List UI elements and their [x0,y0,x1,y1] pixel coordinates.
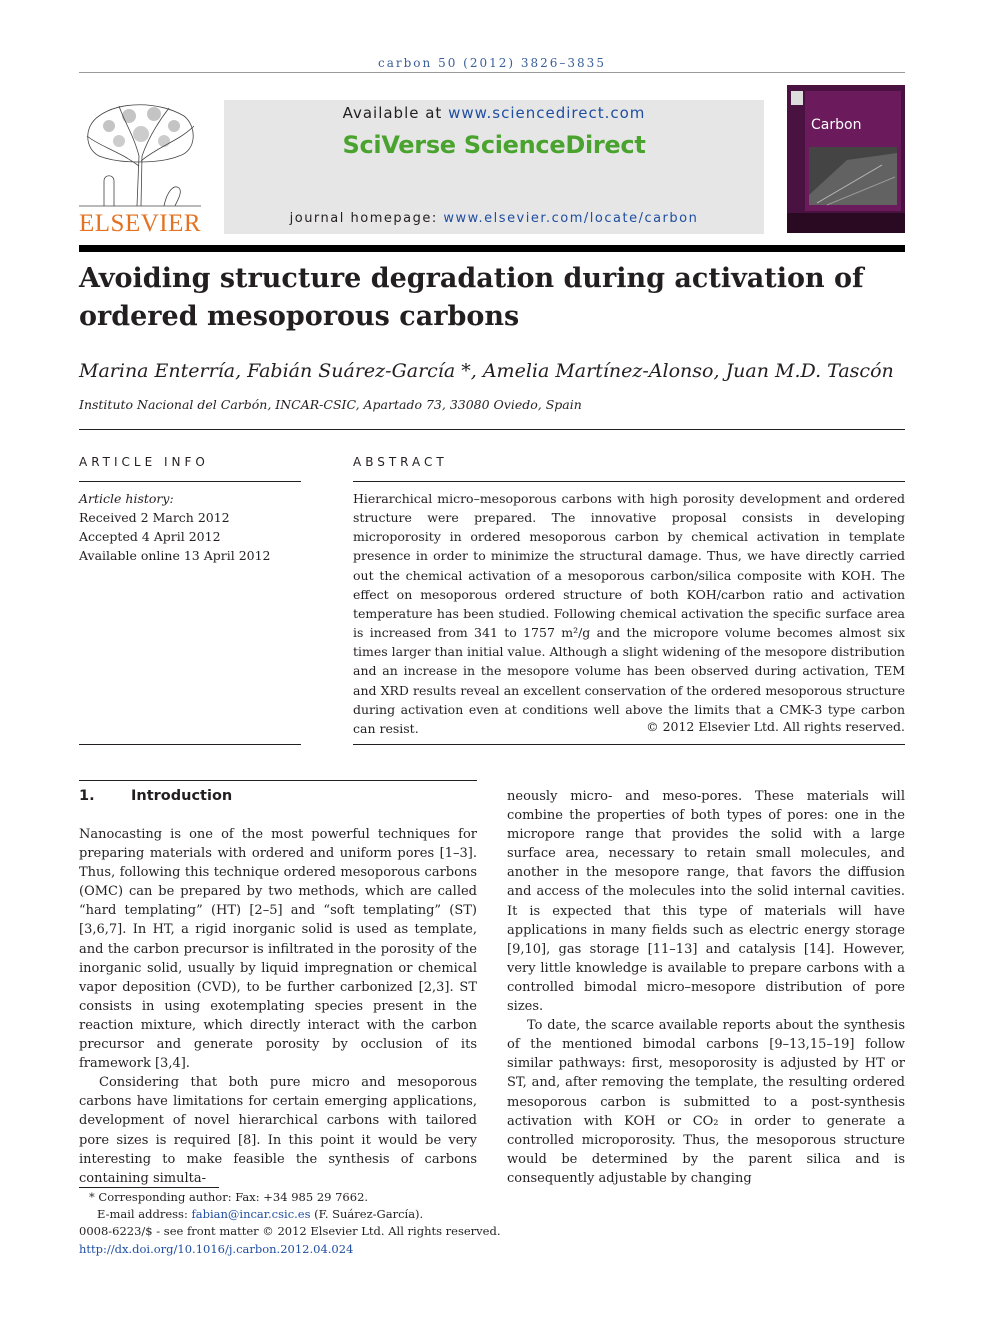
online-date: Available online 13 April 2012 [79,548,271,563]
email-link[interactable]: fabian@incar.csic.es [191,1207,311,1222]
intro-paragraph-4: To date, the scarce available reports about the synthesis of the mentioned bimodal carbons [9–13,15–19] follow similar pathways: first, mesoporosity is adjusted by HT or ST, and, after removing the template, the resulting ordered mesoporous carbon is submitted to a post-synthesis activation with KOH or CO₂ in order to generate a controlled microporosity. Thus, the mesoporous structure would be determined by the parent silica and is consequently adjustable by changing [507,1018,905,1186]
article-authors: Marina Enterría, Fabián Suárez-García *, Amelia Martínez-Alonso, Juan M.D. Tascón [79,360,894,382]
intro-paragraph-3: neously micro- and meso-pores. These materials will combine the properties of both types of pores: one in the micropore range that provides the solid with a large surface area, necessary to retain small molecules, and another in the mesopore range, that favors the diffusion and access of the molecules into the solid internal cavities. It is expected that this type of materials will have applications in many fields such as electric energy storage [9,10], gas storage [11–13] and catalysis [14]. However, very little knowledge is available to prepare carbons with a controlled bimodal micro–mesopore distribution of pore sizes. [507,789,905,1015]
affiliation-rule [79,429,905,430]
abstract-copyright: © 2012 Elsevier Ltd. All rights reserved. [646,719,905,734]
header-rule [79,72,905,73]
email-suffix: (F. Suárez-García). [310,1207,424,1222]
issn-line: 0008-6223/$ - see front matter © 2012 Elsevier Ltd. All rights reserved. [79,1224,501,1239]
received-date: Received 2 March 2012 [79,510,230,525]
footnotes [79,1189,539,1258]
intro-number: 1. [79,788,95,804]
article-title: Avoiding structure degradation during activation of ordered mesoporous carbons [79,263,864,332]
cover-title: Carbon [811,117,862,133]
footnote-rule [79,1187,219,1188]
right-column [507,787,905,1188]
available-at [224,104,764,122]
corresponding-author: * Corresponding author: Fax: +34 985 29 7662. [89,1190,369,1204]
title-top-rule [79,245,905,252]
author-affiliation: Instituto Nacional del Carbón, INCAR-CSIC, Apartado 73, 33080 Oviedo, Spain [79,397,582,412]
article-history [79,489,301,565]
sciencedirect-link[interactable]: www.sciencedirect.com [448,104,646,122]
intro-title: Introduction [131,788,233,804]
abstract-heading: ABSTRACT [353,455,448,469]
journal-homepage [224,211,764,226]
publisher-name: ELSEVIER [79,210,202,237]
email-label: E-mail address: [97,1207,192,1222]
journal-cover-image [787,85,905,233]
abstract-bottom-rule [353,744,905,745]
homepage-prefix: journal homepage: [289,211,444,226]
article-info-bottom-rule [79,744,301,745]
article-info-rule [79,481,301,482]
doi-link[interactable]: http://dx.doi.org/10.1016/j.carbon.2012.04.024 [79,1241,354,1256]
history-label: Article history: [79,491,174,506]
journal-citation: carbon 50 (2012) 3826–3835 [378,56,606,70]
intro-paragraph-2: Considering that both pure micro and mesoporous carbons have limitations for certain emerging applications, development of novel hierarchical carbons with tailored pore sizes is required [8]. In this point it would be very interesting to make feasible the synthesis of carbons containing simulta- [79,1075,477,1186]
available-prefix: Available at [342,104,449,122]
abstract-rule [353,481,905,482]
intro-heading [79,788,232,804]
accepted-date: Accepted 4 April 2012 [79,529,221,544]
abstract-text: Hierarchical micro–mesoporous carbons with high porosity development and ordered structure were prepared. The innovative proposal consists in developing microporosity in ordered mesoporous carbon by chemical activation in template presence in order to minimize the structural damage. Thus, we have directly carried out the chemical activation of a mesoporous carbon/silica composite with KOH. The effect on mesoporous ordered structure of both KOH/carbon ratio and activation temperature has been studied. Following chemical activation the specific surface area is increased from 341 to 1757 m²/g and the micropore volume becomes almost six times larger than initial value. Although a slight widening of the mesopore distribution and an increase in the mesopore volume has been observed during activation, TEM and XRD results reveal an excellent conservation of the ordered mesoporous structure during activation even at conditions well above the limits that a CMK-3 type carbon can resist. [353,491,905,736]
left-column [79,825,477,1188]
sciverse-logo-text: SciVerse ScienceDirect [342,131,646,159]
homepage-link[interactable]: www.elsevier.com/locate/carbon [443,211,699,226]
intro-paragraph-1: Nanocasting is one of the most powerful techniques for preparing materials with ordered and uniform pores [1–3]. Thus, following this technique ordered mesoporous carbons (OMC) can be prepared by two methods, which are called “hard templating” (HT) [2–5] and “soft templating” (ST) [3,6,7]. In HT, a rigid inorganic solid is used as template, and the carbon precursor is infiltrated in the porosity of the inorganic solid, usually by liquid impregnation or chemical vapor deposition (CVD), to be further carbonized [2,3]. ST consists in using exotemplating species present in the reaction mixture, which directly interact with the carbon precursor and generate porosity by occlusion of its framework [3,4]. [79,827,477,1072]
article-info-heading: ARTICLE INFO [79,455,209,469]
email-line [79,1206,539,1223]
intro-top-rule [79,780,477,781]
